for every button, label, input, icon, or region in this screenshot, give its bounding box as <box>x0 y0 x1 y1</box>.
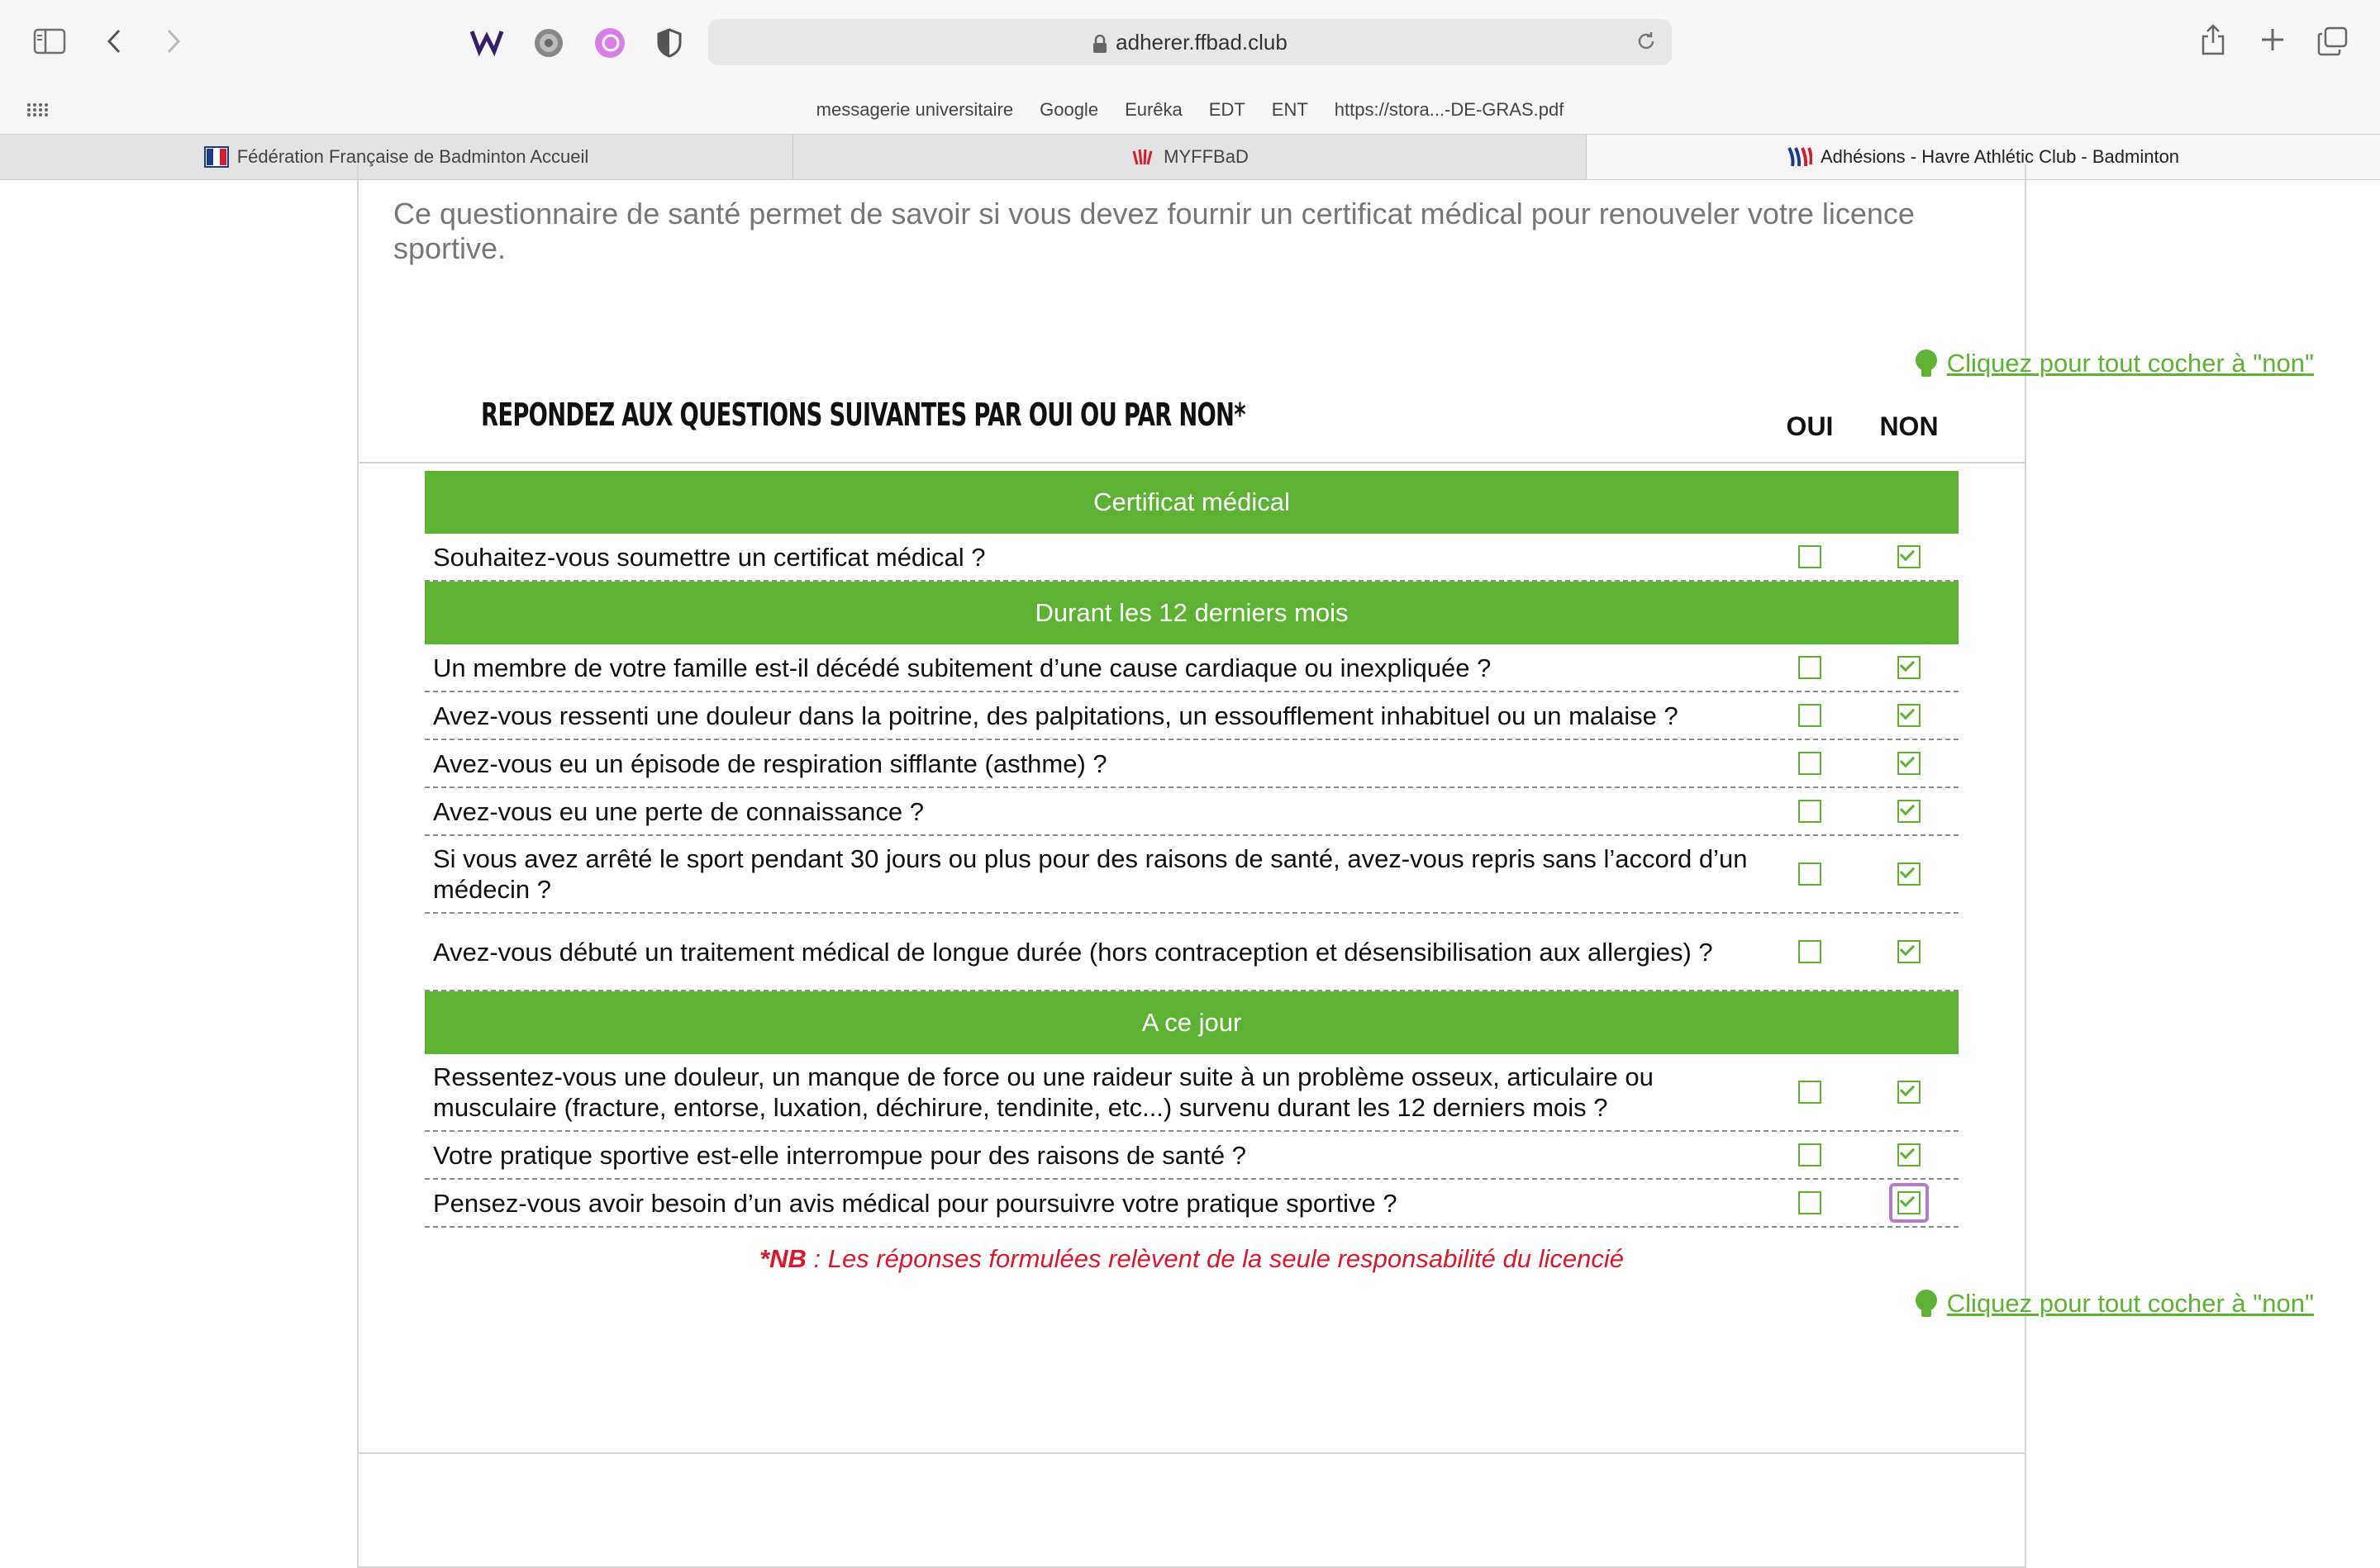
question-text: Avez-vous ressenti une douleur dans la poitrine, des palpitations, un essoufflement inhabituel ou un malaise ? <box>433 701 1678 730</box>
question-row <box>425 1180 1959 1228</box>
question-row <box>425 644 1959 692</box>
ffbad-flag-icon <box>204 146 229 168</box>
checkbox-oui[interactable] <box>1798 800 1821 823</box>
checkbox-oui[interactable] <box>1798 1081 1821 1104</box>
link-text: Cliquez pour tout cocher à "non" <box>1946 349 2314 378</box>
question-row <box>425 692 1959 740</box>
page-content <box>0 180 2380 1487</box>
question-row <box>425 1132 1959 1180</box>
question-text: Avez-vous eu une perte de connaissance ? <box>433 796 924 826</box>
checkbox-oui[interactable] <box>1798 940 1821 963</box>
check-all-no-link-bottom[interactable] <box>1916 1289 2314 1319</box>
forward-icon[interactable] <box>165 28 182 55</box>
favorite-link[interactable]: https://stora...-DE-GRAS.pdf <box>1334 99 1564 120</box>
question-row <box>425 914 1959 991</box>
favorite-link[interactable]: ENT <box>1271 99 1308 120</box>
question-text: Avez-vous débuté un traitement médical de longue durée (hors contraception et désensibilisation aux allergies) ? <box>433 937 1713 967</box>
column-header-non: NON <box>1879 411 1939 441</box>
check-all-no-link-top[interactable] <box>1916 349 2314 378</box>
favorite-link[interactable]: messagerie universitaire <box>816 99 1014 120</box>
intro-text: Ce questionnaire de santé permet de savoir si vous devez fournir un certificat médical pour renouveler votre licence sportive. <box>393 197 1915 265</box>
section-header: A ce jour <box>425 991 1959 1054</box>
sidebar-toggle-icon[interactable] <box>33 28 66 55</box>
favorite-link[interactable]: EDT <box>1208 99 1245 120</box>
checkbox-oui[interactable] <box>1798 1143 1821 1166</box>
tab-label: MYFFBaD <box>1164 146 1249 167</box>
checkbox-oui[interactable] <box>1798 862 1821 886</box>
questions-table <box>425 471 1959 1228</box>
checkbox-non-checked[interactable] <box>1897 545 1921 568</box>
lightbulb-icon <box>1916 349 1937 378</box>
privacy-shield-icon[interactable] <box>656 28 683 58</box>
checkbox-non-checked[interactable] <box>1897 704 1921 727</box>
favorites-bar <box>0 84 2380 134</box>
nb-disclaimer <box>425 1244 1959 1274</box>
checkbox-oui[interactable] <box>1798 545 1821 568</box>
back-icon[interactable] <box>106 28 122 55</box>
checkbox-non-checked[interactable] <box>1897 940 1921 963</box>
extension-globe-icon[interactable] <box>532 26 565 59</box>
tab-label: Fédération Française de Badminton Accueil <box>236 146 589 167</box>
nb-label: *NB <box>759 1244 807 1273</box>
checkbox-non-checked[interactable] <box>1897 1081 1921 1104</box>
question-text: Si vous avez arrêté le sport pendant 30 jours ou plus pour des raisons de santé, avez-vous repris sans l’accord d’un médecin ? <box>433 844 1748 904</box>
extension-swirl-icon[interactable] <box>593 26 626 59</box>
question-row <box>425 836 1959 914</box>
lock-icon <box>1092 33 1107 51</box>
question-text: Souhaitez-vous soumettre un certificat médical ? <box>433 542 986 572</box>
address-bar[interactable] <box>708 19 1672 65</box>
checkbox-non-checked[interactable] <box>1897 656 1921 679</box>
section-header: Certificat médical <box>425 471 1959 534</box>
question-text: Votre pratique sportive est-elle interrompue pour des raisons de santé ? <box>433 1140 1246 1170</box>
browser-toolbar <box>0 0 2380 84</box>
new-tab-icon[interactable] <box>2259 26 2286 53</box>
question-row <box>425 534 1959 582</box>
favorite-link[interactable]: Eurêka <box>1125 99 1183 120</box>
questionnaire-title: REPONDEZ AUX QUESTIONS SUIVANTES PAR OUI OU PAR NON* <box>481 397 1245 433</box>
question-text: Un membre de votre famille est-il décédé subitement d’une cause cardiaque ou inexpliquée ? <box>433 653 1492 682</box>
checkbox-non-checked[interactable] <box>1897 800 1921 823</box>
nb-text: : Les réponses formulées relèvent de la seule responsabilité du licencié <box>806 1244 1624 1273</box>
question-row <box>425 740 1959 788</box>
question-row <box>425 788 1959 836</box>
checkbox-oui[interactable] <box>1798 704 1821 727</box>
checkbox-oui[interactable] <box>1798 656 1821 679</box>
checkbox-non-checked-focused[interactable] <box>1897 1191 1921 1214</box>
checkbox-oui[interactable] <box>1798 1191 1821 1214</box>
checkbox-non-checked[interactable] <box>1897 1143 1921 1166</box>
question-text: Pensez-vous avoir besoin d’un avis médical pour poursuivre votre pratique sportive ? <box>433 1188 1397 1218</box>
question-text: Avez-vous eu un épisode de respiration sifflante (asthme) ? <box>433 748 1107 778</box>
tab-overview-icon[interactable] <box>2317 26 2349 56</box>
tab-label: Adhésions - Havre Athlétic Club - Badminton <box>1820 146 2180 167</box>
checkbox-oui[interactable] <box>1798 752 1821 775</box>
lightbulb-icon <box>1916 1290 1937 1318</box>
url-text: adherer.ffbad.club <box>1116 29 1288 55</box>
checkbox-non-checked[interactable] <box>1897 862 1921 886</box>
share-icon[interactable] <box>2200 23 2226 56</box>
favorite-link[interactable]: Google <box>1040 99 1099 120</box>
next-card <box>357 1452 2026 1518</box>
question-row <box>425 1054 1959 1132</box>
reload-icon[interactable] <box>1635 31 1657 58</box>
link-text: Cliquez pour tout cocher à "non" <box>1946 1289 2314 1318</box>
extension-w-icon[interactable] <box>469 26 504 56</box>
checkbox-non-checked[interactable] <box>1897 752 1921 775</box>
question-text: Ressentez-vous une douleur, un manque de force ou une raideur suite à un problème osseux, articulaire ou musculaire (fracture, entorse, luxation, déchirure, tendinite, etc...) survenu durant les 12 derniers mois ? <box>433 1062 1654 1122</box>
column-header-oui: OUI <box>1786 411 1834 441</box>
section-header: Durant les 12 derniers mois <box>425 582 1959 644</box>
